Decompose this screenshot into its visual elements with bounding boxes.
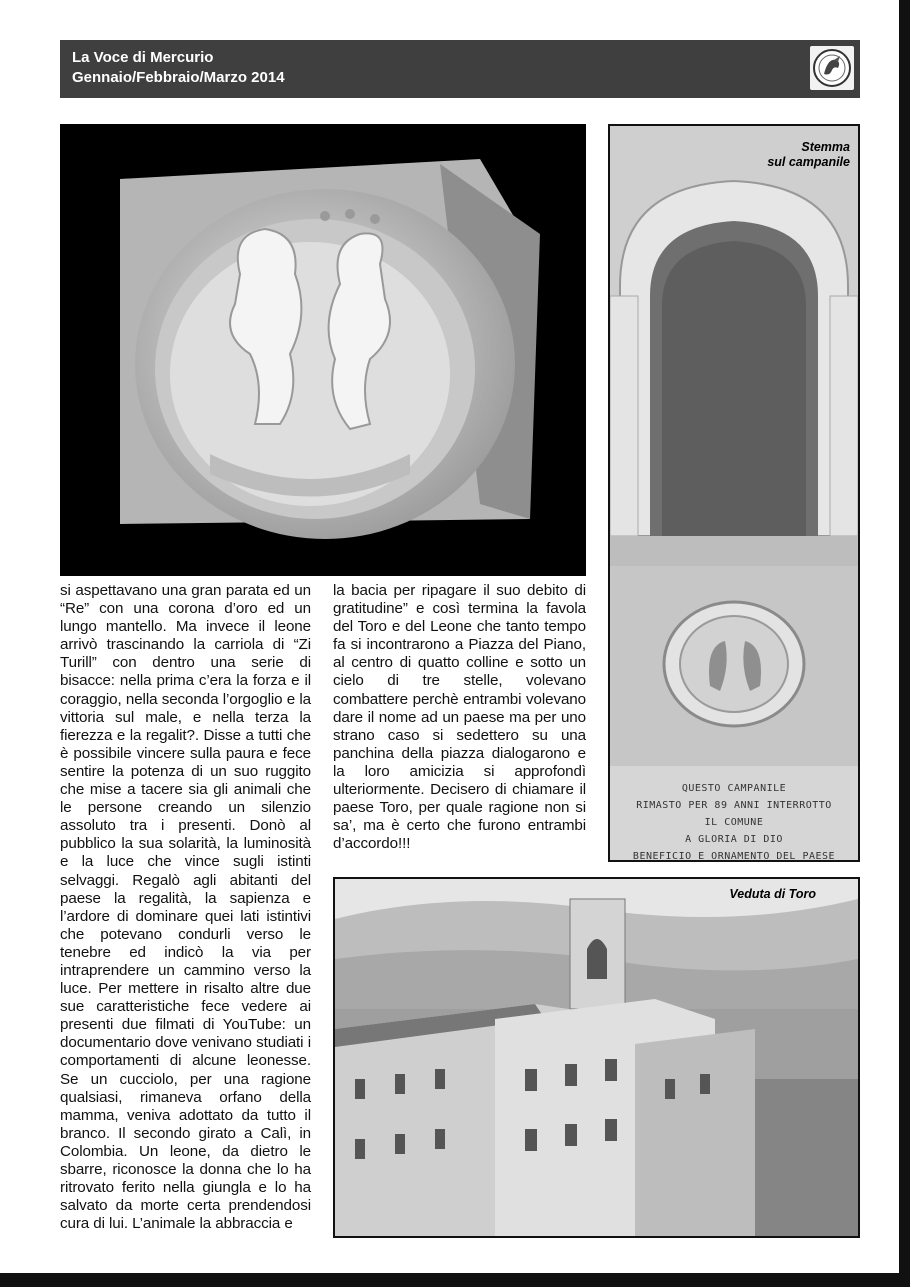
right-page-edge <box>899 0 910 1287</box>
caption-stemma-campanile <box>767 140 850 170</box>
plaque-line: BENEFICIO E ORNAMENTO DEL PAESE <box>632 851 836 862</box>
caption-veduta: Veduta di Toro <box>729 887 816 901</box>
photo-stemma-chiesa <box>60 124 586 576</box>
magazine-title: La Voce di Mercurio <box>72 49 214 66</box>
article-column-1: si aspettavano una gran parata ed un “Re” con una corona d’oro ed un lungo mantello. Ma invece il leone arrivò trascinando la carriola di “Zi Turill” con dentro una serie di bisacce: nella prima c’era la forza e il coraggio, nella seconda l’orgoglio e la vittoria sul male, e nella terza la fierezza e la regalit?. Disse a tutti che è possibile vincere sulla paura e fece sentire la potenza di un suo ruggito che mise a tacere sia gli animali che le persone creando un silenzio assoluto tra i presenti. Donò al pubblico la sua solarità, la luminosità e la luce che vince sugli istinti selvaggi. Regalò agli abitanti del paese la regalità, la sapienza e l’ardore di dominare quei lati istintivi che potevano condurli verso le tenebre ed indicò la via per intraprendere un cammino verso la luce. Per mettere in risalto altre due sue caratteristiche fece vedere ai presenti due filmati di YouTube: un documentario dove venivano studiati i comportamenti di alcune leonesse. Se un cucciolo, per una ragione qualsiasi, rimaneva orfano della mamma, veniva adottato da tutto il branco. Il secondo girato a Calì, in Colombia. Un leone, da dietro le sbarre, riconosce la donna che lo ha ritrovato ferito nella giungla e lo ha salvato da morte certa prendendosi cura di lui. L’animale la abbraccia e <box>60 582 311 1233</box>
plaque-line: QUESTO CAMPANILE <box>681 783 787 794</box>
bottom-page-edge <box>0 1273 910 1287</box>
page-header <box>60 40 860 98</box>
photo-veduta-toro <box>333 877 860 1238</box>
plaque-line: RIMASTO PER 89 ANNI INTERROTTO <box>636 800 832 811</box>
caption-line: Stemma <box>801 140 850 154</box>
emblem-logo-icon <box>810 46 854 90</box>
caption-line: sul campanile <box>767 155 850 169</box>
photo-stemma-campanile <box>608 124 860 862</box>
plaque-inscription <box>610 780 858 862</box>
plaque-line: A GLORIA DI DIO <box>685 834 783 845</box>
plaque-line: IL COMUNE <box>704 817 764 828</box>
article-column-2: la bacia per ripagare il suo debito di gratitudine” e così termina la favola del Toro e del Leone che tanto tempo fa si incontrarono a Piazza del Piano, al centro di quatto colline e sotto un cielo di tre stelle, volevano combattere perchè entrambi volevano dare il nome ad un paese ma per uno strano caso si sedettero su una panchina della piazza dialogarono e la loro amicizia si approfondì ulteriormente. Decisero di chiamare il paese Toro, per quale ragione non si sa’, ma è certo che furono entrambi d’accordo!!! <box>333 582 586 853</box>
issue-date: Gennaio/Febbraio/Marzo 2014 <box>72 69 285 86</box>
